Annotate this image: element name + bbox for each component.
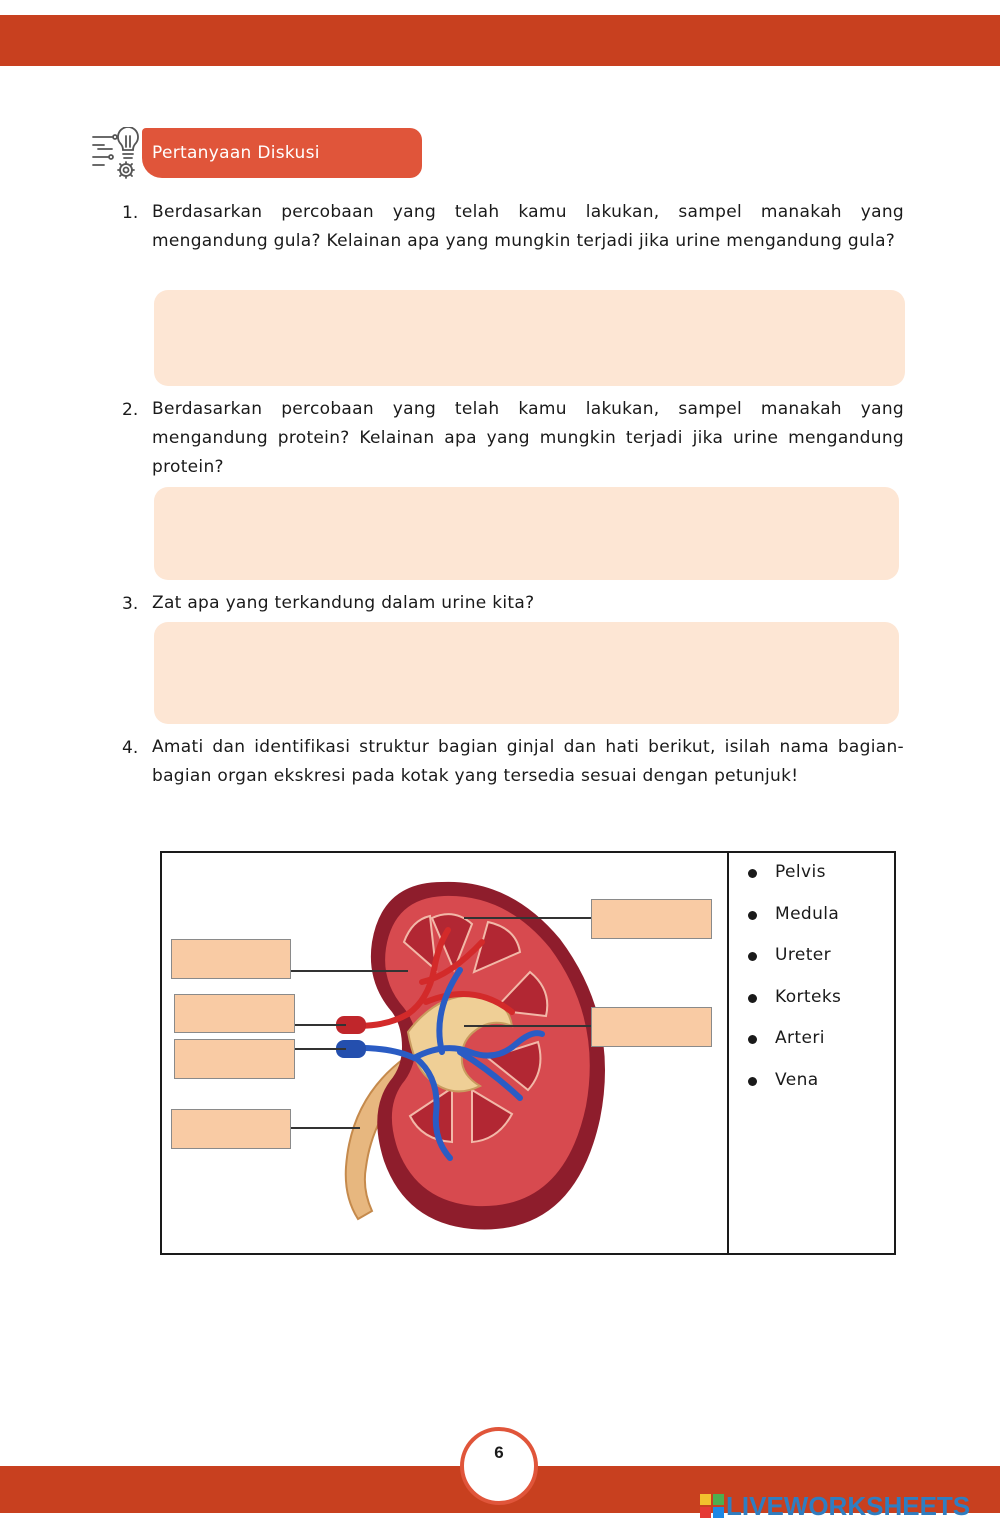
brand-logo[interactable] [700,1491,970,1521]
list-item: Korteks [748,987,841,1029]
question-number: 4. [122,738,139,758]
bullet-icon [748,911,757,920]
lightbulb-gear-icon [90,127,144,179]
question-number: 2. [122,400,139,420]
brand-name: LIVEWORKSHEETS [726,1490,971,1521]
question-text: Amati dan identifikasi struktur bagian ginjal dan hati berikut, isilah nama bagian-bagian organ ekskresi pada kotak yang tersedia sesuai dengan petunjuk! [152,737,904,786]
bullet-icon [748,994,757,1003]
question-text: Berdasarkan percobaan yang telah kamu lakukan, sampel manakah yang mengandung gula? Kelainan apa yang mungkin terjadi jika urine mengandung gula? [152,202,904,251]
list-item: Medula [748,904,841,946]
list-item: Arteri [748,1028,841,1070]
label-box-left-4[interactable] [171,1109,291,1149]
question-number: 1. [122,203,139,223]
question-number: 3. [122,594,139,614]
top-banner [0,15,1000,66]
page-number-badge [460,1427,538,1505]
question-text: Zat apa yang terkandung dalam urine kita? [152,593,535,613]
page-number: 6 [494,1443,504,1462]
bullet-icon [748,1077,757,1086]
list-item: Vena [748,1070,841,1112]
label-box-left-3[interactable] [174,1039,295,1079]
question-text: Berdasarkan percobaan yang telah kamu lakukan, sampel manakah yang mengandung protein? Kelainan apa yang mungkin terjadi jika urine mengandung protein? [152,399,904,477]
label-box-left-1[interactable] [171,939,291,979]
list-item: Pelvis [748,862,841,904]
label-box-right-2[interactable] [591,1007,712,1047]
answer-box-3[interactable] [154,622,899,724]
list-item: Ureter [748,945,841,987]
diagram-divider [727,852,729,1254]
answer-box-2[interactable] [154,487,899,580]
option-list [748,862,841,1112]
liveworksheets-logo-icon [700,1494,724,1518]
bullet-icon [748,1035,757,1044]
bullet-icon [748,869,757,878]
bullet-icon [748,952,757,961]
answer-box-1[interactable] [154,290,905,386]
label-box-left-2[interactable] [174,994,295,1033]
label-box-right-1[interactable] [591,899,712,939]
section-title: Pertanyaan Diskusi [152,143,320,163]
